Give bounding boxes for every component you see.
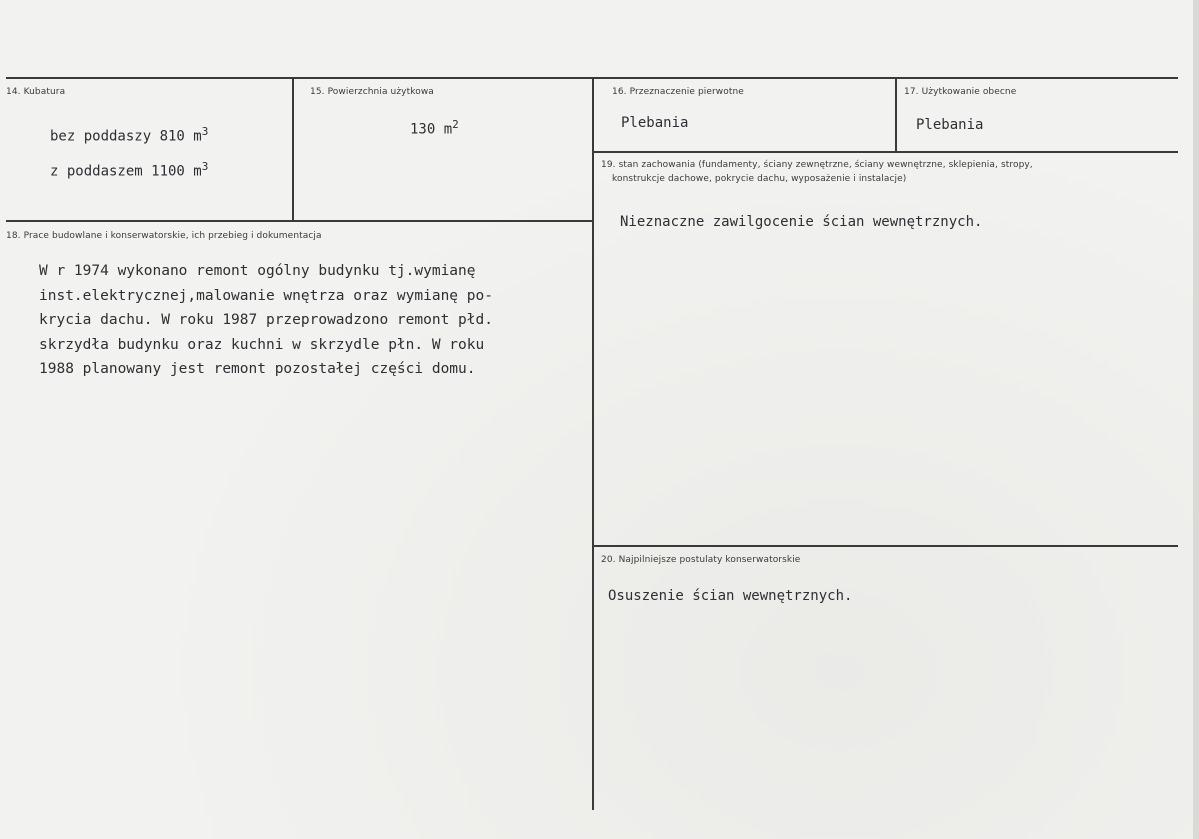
- kubatura-line-2-text: z poddaszem 1100: [50, 163, 185, 180]
- kubatura-line-1: [50, 125, 208, 145]
- rule-under-14-15: [6, 220, 594, 222]
- uzytkowanie-value: Plebania: [916, 117, 984, 133]
- rule-under-16-17: [594, 151, 1178, 153]
- kubatura-line-1-exp: 3: [201, 125, 209, 138]
- kubatura-label: 14. Kubatura: [6, 87, 66, 97]
- prace-line: inst.elektrycznej,malowanie wnętrza oraz wymianę po-: [39, 287, 493, 304]
- przeznaczenie-label: 16. Przeznaczenie pierwotne: [612, 87, 744, 97]
- uzytkowanie-label: 17. Użytkowanie obecne: [904, 87, 1017, 97]
- stan-value: Nieznaczne zawilgocenie ścian wewnętrznych.: [620, 214, 983, 230]
- card-edge: [1193, 0, 1199, 839]
- prace-line: 1988 planowany jest remont pozostałej części domu.: [39, 361, 476, 377]
- stan-label-line-2: konstrukcje dachowe, pokrycie dachu, wyposażenie i instalacje): [612, 174, 907, 184]
- kubatura-line-2-exp: 3: [201, 160, 209, 173]
- powierzchnia-number: 130: [410, 121, 436, 138]
- prace-text: [39, 259, 493, 382]
- powierzchnia-value: [410, 118, 459, 138]
- kubatura-line-1-unit: m: [193, 128, 202, 145]
- prace-label: 18. Prace budowlane i konserwatorskie, ich przebieg i dokumentacja: [6, 231, 322, 241]
- kubatura-line-1-text: bez poddaszy 810: [50, 128, 185, 145]
- divider-center: [592, 78, 594, 810]
- przeznaczenie-value: Plebania: [621, 115, 689, 131]
- prace-line: krycia dachu. W roku 1987 przeprowadzono remont płd.: [39, 312, 493, 328]
- powierzchnia-label: 15. Powierzchnia użytkowa: [310, 87, 434, 97]
- powierzchnia-unit: m: [443, 121, 453, 138]
- kubatura-line-2-unit: m: [193, 163, 202, 180]
- divider-16-17: [895, 78, 897, 152]
- divider-14-15: [292, 78, 294, 221]
- prace-line: W r 1974 wykonano remont ogólny budynku tj.wymianę: [39, 263, 476, 279]
- postulaty-label: 20. Najpilniejsze postulaty konserwatorskie: [601, 555, 801, 565]
- postulaty-value: Osuszenie ścian wewnętrznych.: [608, 588, 853, 604]
- stan-label-line-1: 19. stan zachowania (fundamenty, ściany zewnętrzne, ściany wewnętrzne, sklepienia, stropy,: [601, 160, 1033, 170]
- powierzchnia-exp: 2: [452, 118, 459, 131]
- kubatura-line-2: [50, 160, 208, 180]
- rule-above-20: [594, 545, 1178, 547]
- prace-line: skrzydła budynku oraz kuchni w skrzydle płn. W roku: [39, 336, 485, 353]
